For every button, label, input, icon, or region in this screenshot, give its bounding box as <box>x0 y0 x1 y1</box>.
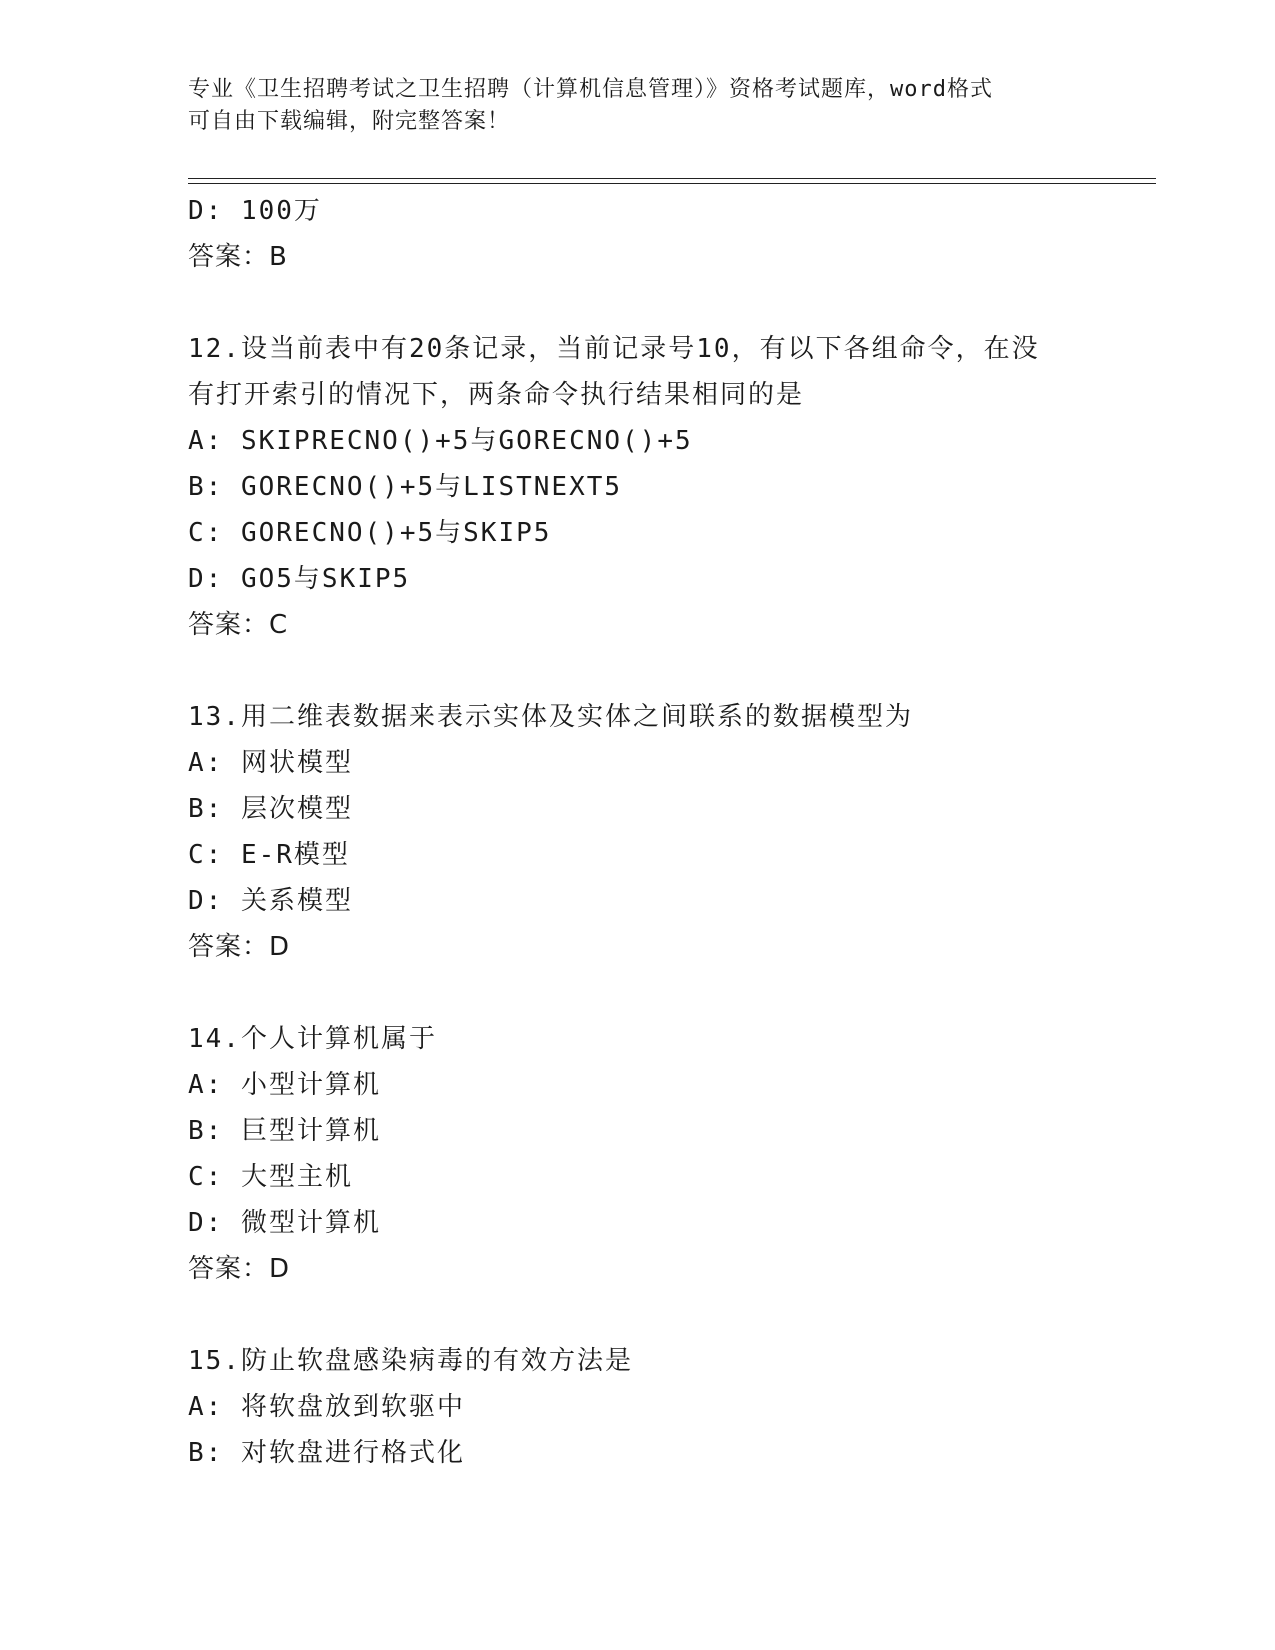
question-12-answer: 答案：C <box>188 610 289 640</box>
header-line-1: 专业《卫生招聘考试之卫生招聘（计算机信息管理）》资格考试题库，word格式 <box>188 77 993 102</box>
header-divider-bottom <box>188 183 1156 184</box>
question-12-stem-line-1: 12.设当前表中有20条记录，当前记录号10，有以下各组命令，在没 <box>188 334 1040 364</box>
question-13-answer: 答案：D <box>188 932 291 962</box>
question-13-option-c: C: E-R模型 <box>188 840 350 870</box>
question-15-stem: 15.防止软盘感染病毒的有效方法是 <box>188 1346 633 1376</box>
question-12-option-d: D: GO5与SKIP5 <box>188 564 411 594</box>
question-14-answer: 答案：D <box>188 1254 291 1284</box>
question-14-option-d: D: 微型计算机 <box>188 1208 381 1238</box>
header-line-2: 可自由下载编辑，附完整答案！ <box>188 109 511 134</box>
question-13-stem: 13.用二维表数据来表示实体及实体之间联系的数据模型为 <box>188 702 913 732</box>
question-14-option-b: B: 巨型计算机 <box>188 1116 381 1146</box>
header-divider-top <box>188 178 1156 179</box>
prev-answer: 答案：B <box>188 242 288 272</box>
question-13-option-a: A: 网状模型 <box>188 748 353 778</box>
question-12-stem-line-2: 有打开索引的情况下，两条命令执行结果相同的是 <box>188 380 805 410</box>
question-14-stem: 14.个人计算机属于 <box>188 1024 437 1054</box>
question-14-option-a: A: 小型计算机 <box>188 1070 381 1100</box>
question-13-option-b: B: 层次模型 <box>188 794 353 824</box>
question-12-option-c: C: GORECNO()+5与SKIP5 <box>188 518 552 548</box>
spacer <box>188 1292 1148 1338</box>
question-15-option-b: B: 对软盘进行格式化 <box>188 1438 465 1468</box>
document-header <box>188 74 1088 138</box>
spacer <box>188 280 1148 326</box>
spacer <box>188 970 1148 1016</box>
spacer <box>188 648 1148 694</box>
question-14-option-c: C: 大型主机 <box>188 1162 353 1192</box>
question-13-option-d: D: 关系模型 <box>188 886 353 916</box>
question-12-option-b: B: GORECNO()+5与LISTNEXT5 <box>188 472 623 502</box>
question-content <box>188 188 1148 1476</box>
question-12-option-a: A: SKIPRECNO()+5与GORECNO()+5 <box>188 426 693 456</box>
prev-option-d: D: 100万 <box>188 196 322 226</box>
question-15-option-a: A: 将软盘放到软驱中 <box>188 1392 465 1422</box>
